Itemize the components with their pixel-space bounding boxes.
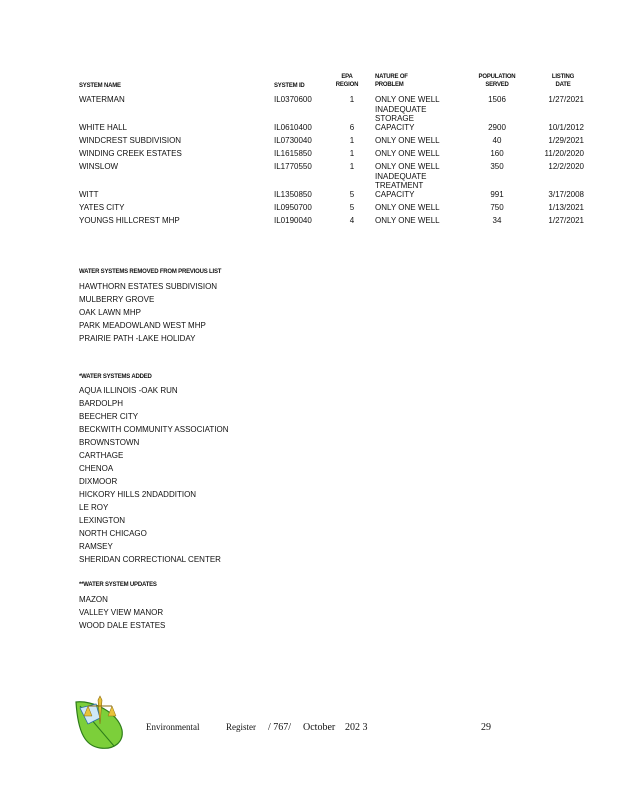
footer-issue: / 767/ (268, 722, 292, 733)
footer-year: 202 3 (345, 722, 368, 733)
system-name-cell: WINSLOW (79, 162, 119, 171)
epa-region-cell: 1 (349, 149, 355, 158)
added-list (79, 384, 229, 566)
added-system-item: AQUA ILLINOIS -OAK RUN (79, 386, 178, 395)
epa-region-cell: 1 (349, 136, 355, 145)
system-id-cell: IL0950700 (274, 203, 312, 212)
listing-date-cell: 1/29/2021 (548, 136, 584, 145)
epa-region-cell: 5 (349, 190, 355, 199)
removed-system-item: PARK MEADOWLAND WEST MHP (79, 321, 206, 330)
footer-register: Register (226, 722, 256, 732)
system-id-cell: IL0730040 (274, 136, 312, 145)
population-cell: 991 (490, 190, 504, 199)
col-header-nature-of-problem: NATURE OF PROBLEM (375, 74, 408, 88)
removed-system-item: PRAIRIE PATH -LAKE HOLIDAY (79, 334, 196, 343)
col-header-population-served: POPULATION SERVED (478, 74, 516, 88)
population-cell: 1506 (488, 95, 506, 104)
system-id-cell: IL1770550 (274, 162, 312, 171)
system-name-cell: WINDING CREEK ESTATES (79, 149, 182, 158)
register-logo-icon (70, 694, 132, 752)
removed-system-item: MULBERRY GROVE (79, 295, 155, 304)
added-system-item: HICKORY HILLS 2NDADDITION (79, 490, 197, 499)
added-system-item: CHENOA (79, 464, 114, 473)
col-header-system-name: SYSTEM NAME (79, 83, 121, 89)
problem-cell: INADEQUATE TREATMENT CAPACITY (375, 172, 427, 199)
epa-region-cell: 4 (349, 216, 355, 225)
problem-cell: ONLY ONE WELL (375, 216, 440, 225)
problem-cell: ONLY ONE WELL (375, 95, 440, 104)
added-system-item: LEXINGTON (79, 516, 126, 525)
listing-date-cell: 1/27/2021 (548, 216, 584, 225)
system-id-cell: IL1350850 (274, 190, 312, 199)
footer-month: October (303, 722, 336, 733)
updates-heading: **WATER SYSTEM UPDATES (79, 582, 157, 588)
col-header-system-id: SYSTEM ID (274, 83, 305, 89)
epa-region-cell: 6 (349, 123, 355, 132)
population-cell: 40 (492, 136, 502, 145)
updated-system-item: VALLEY VIEW MANOR (79, 608, 164, 617)
removed-system-item: HAWTHORN ESTATES SUBDIVISION (79, 282, 218, 291)
listing-date-cell: 1/27/2021 (548, 95, 584, 104)
footer-publication: Environmental (146, 722, 200, 732)
epa-region-cell: 5 (349, 203, 355, 212)
added-system-item: BARDOLPH (79, 399, 124, 408)
system-id-cell: IL0190040 (274, 216, 312, 225)
footer-page-number: 29 (481, 722, 491, 733)
system-name-cell: YOUNGS HILLCREST MHP (79, 216, 180, 225)
removed-heading: WATER SYSTEMS REMOVED FROM PREVIOUS LIST (79, 269, 222, 275)
epa-region-cell: 1 (349, 95, 355, 104)
added-system-item: SHERIDAN CORRECTIONAL CENTER (79, 555, 221, 564)
population-cell: 750 (490, 203, 504, 212)
problem-cell: ONLY ONE WELL (375, 136, 440, 145)
problem-cell: ONLY ONE WELL (375, 162, 440, 171)
listing-date-cell: 3/17/2008 (548, 190, 584, 199)
system-name-cell: WITT (79, 190, 99, 199)
col-header-epa-region: EPA REGION (335, 74, 359, 88)
system-id-cell: IL1615850 (274, 149, 312, 158)
system-name-cell: YATES CITY (79, 203, 125, 212)
problem-cell: ONLY ONE WELL (375, 203, 440, 212)
added-system-item: RAMSEY (79, 542, 113, 551)
listing-date-cell: 1/13/2021 (548, 203, 584, 212)
population-cell: 160 (490, 149, 504, 158)
removed-list (79, 280, 217, 345)
updated-system-item: WOOD DALE ESTATES (79, 621, 166, 630)
added-heading: *WATER SYSTEMS ADDED (79, 374, 152, 380)
system-name-cell: WATERMAN (79, 95, 125, 104)
updates-list (79, 593, 165, 632)
added-system-item: BECKWITH COMMUNITY ASSOCIATION (79, 425, 229, 434)
added-system-item: BEECHER CITY (79, 412, 139, 421)
added-system-item: NORTH CHICAGO (79, 529, 147, 538)
added-system-item: LE ROY (79, 503, 109, 512)
listing-date-cell: 12/2/2020 (548, 162, 584, 171)
system-name-cell: WINDCREST SUBDIVISION (79, 136, 182, 145)
added-system-item: DIXMOOR (79, 477, 118, 486)
population-cell: 34 (492, 216, 502, 225)
col-header-listing-date: LISTING DATE (551, 74, 575, 88)
updated-system-item: MAZON (79, 595, 108, 604)
population-cell: 350 (490, 162, 504, 171)
problem-cell: INADEQUATE STORAGE CAPACITY (375, 105, 427, 132)
listing-date-cell: 10/1/2012 (548, 123, 584, 132)
system-name-cell: WHITE HALL (79, 123, 128, 132)
listing-date-cell: 11/20/2020 (544, 149, 584, 158)
added-system-item: CARTHAGE (79, 451, 124, 460)
added-system-item: BROWNSTOWN (79, 438, 140, 447)
system-id-cell: IL0370600 (274, 95, 312, 104)
epa-region-cell: 1 (349, 162, 355, 171)
system-id-cell: IL0610400 (274, 123, 312, 132)
problem-cell: ONLY ONE WELL (375, 149, 440, 158)
removed-system-item: OAK LAWN MHP (79, 308, 141, 317)
population-cell: 2900 (488, 123, 506, 132)
